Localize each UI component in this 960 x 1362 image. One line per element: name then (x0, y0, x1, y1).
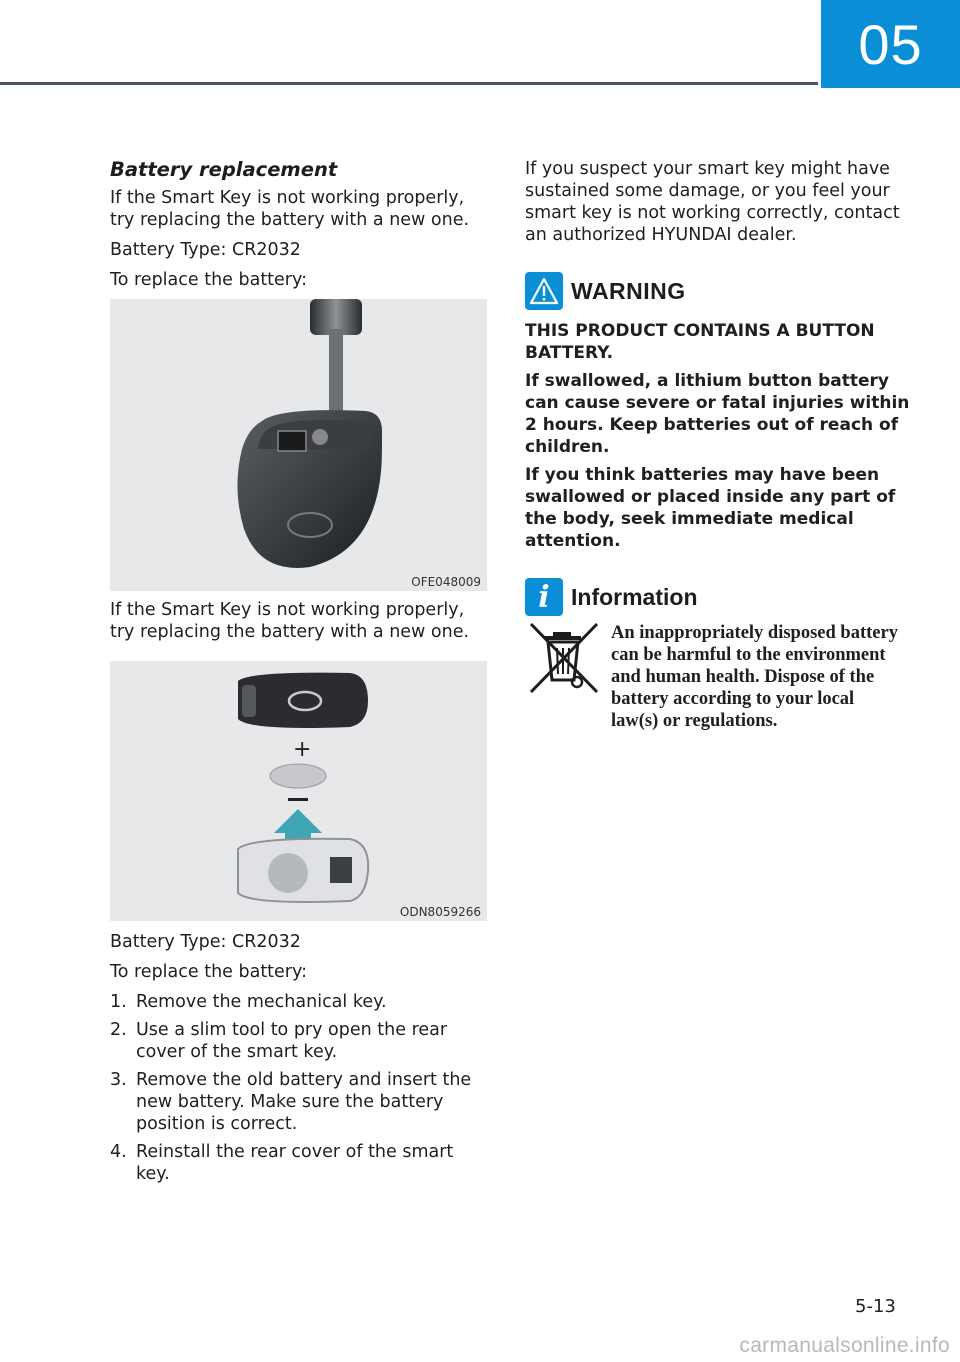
chapter-number: 05 (858, 12, 923, 76)
to-replace-label: To replace the battery: (110, 962, 307, 982)
battery-type: Battery Type: CR2032 (110, 240, 301, 260)
info-i-icon: i (525, 578, 563, 616)
figure-code: ODN8059266 (399, 905, 481, 919)
chapter-tab (821, 0, 960, 88)
watermark: carmanualsonline.info (739, 1334, 950, 1357)
right-column (525, 158, 915, 732)
information-title: Information (571, 583, 698, 610)
information-header (525, 578, 915, 616)
crossed-out-bin-icon (525, 618, 605, 698)
warning-text: If swallowed, a lithium button battery can cause severe or fatal injuries within 2 hours. Keep batteries out of reach of children. (525, 371, 910, 457)
information-text: An inappropriately disposed battery can be harmful to the environment and human health. Dispose of the battery according to your local law(s) or regulations. (611, 623, 898, 731)
information-body (525, 622, 915, 732)
dealer-note: If you suspect your smart key might have sustained some damage, or you feel your smart key is not working correctly, contact an authorized HYUNDAI dealer. (525, 159, 900, 245)
list-item: 4. Reinstall the rear cover of the smart key. (110, 1142, 454, 1184)
battery-insert-illustration (110, 661, 487, 921)
warning-body (525, 320, 915, 552)
intro-text: If the Smart Key is not working properly, try replacing the battery with a new one. (110, 188, 470, 230)
header-rule (0, 82, 818, 85)
warning-text: If you think batteries may have been swallowed or placed inside any part of the body, seek immediate medical attention. (525, 465, 896, 551)
figure-caption: If the Smart Key is not working properly, try replacing the battery with a new one. (110, 600, 470, 642)
figure-key-opening (110, 299, 487, 591)
list-item: 1. Remove the mechanical key. (110, 992, 387, 1012)
replacement-steps (110, 991, 490, 1185)
warning-text: THIS PRODUCT CONTAINS A BUTTON BATTERY. (525, 321, 875, 363)
section-title: Battery replacement (110, 158, 338, 181)
list-item: 3. Remove the old battery and insert the new battery. Make sure the battery position is correct. (110, 1070, 472, 1134)
svg-text:+: + (293, 737, 312, 762)
page-number: 5-13 (855, 1296, 896, 1317)
warning-title: WARNING (571, 277, 686, 304)
left-column (110, 158, 490, 1191)
list-item: 2. Use a slim tool to pry open the rear cover of the smart key. (110, 1020, 448, 1062)
figure-code: OFE048009 (411, 575, 481, 589)
to-replace-label: To replace the battery: (110, 270, 307, 290)
warning-triangle-icon (525, 272, 563, 310)
battery-type: Battery Type: CR2032 (110, 932, 301, 952)
figure-battery-insert (110, 661, 487, 921)
key-screwdriver-illustration (110, 299, 487, 591)
warning-header (525, 272, 915, 310)
